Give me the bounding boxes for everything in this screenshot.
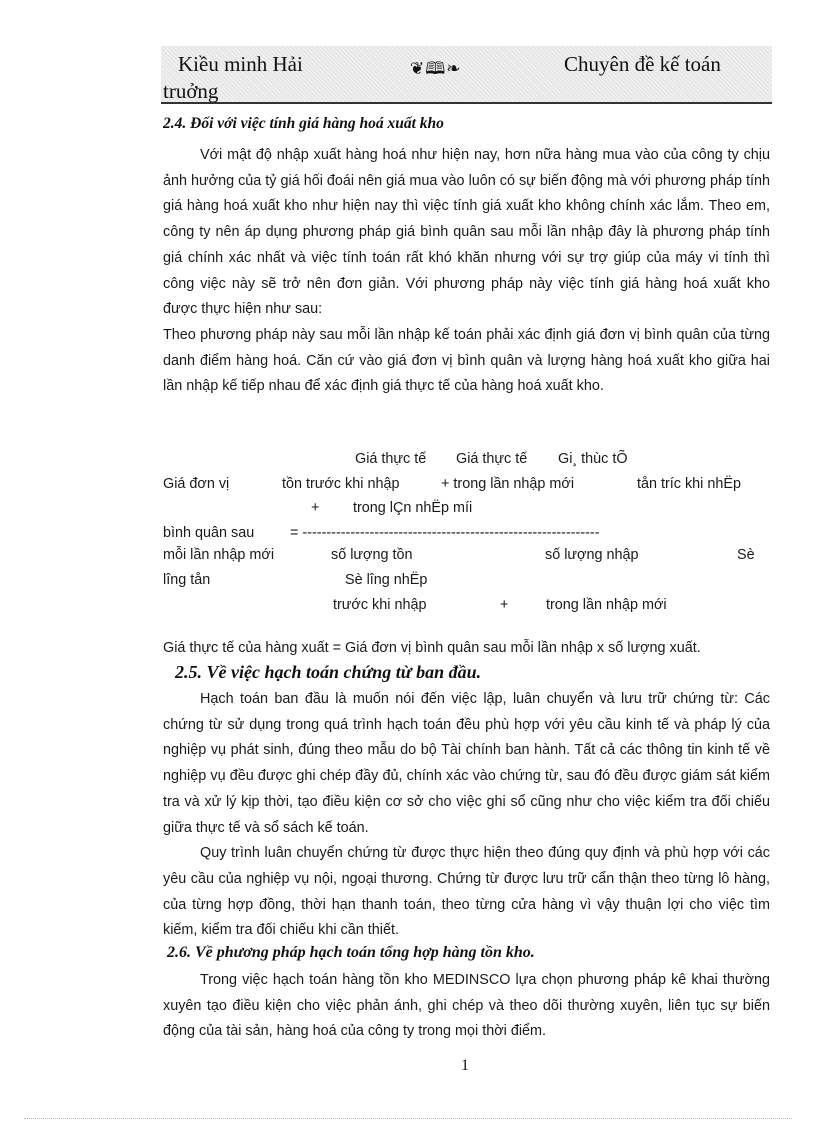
formula-unit-price-label: Giá đơn vị (163, 476, 230, 492)
section-2-4-body (163, 143, 770, 400)
formula-actual-price-label-3: Gi¸ thùc tÕ (558, 451, 628, 467)
section-2-4-heading: 2.4. Đối với việc tính giá hàng hoá xuất kho (163, 115, 444, 132)
formula-opening-stock-label: tồn trước khi nhập (282, 476, 400, 492)
header-rule (161, 102, 772, 104)
page-bottom-divider (24, 1118, 792, 1119)
formula-actual-price-label-2: Giá thực tế (456, 451, 528, 467)
section-2-4-paragraph-2: Theo phương pháp này sau mỗi lần nhập kế toán phải xác định giá đơn vị bình quân của từng danh điểm hàng hoá. Căn cứ vào giá đơn vị bình quân và lượng hàng hoá xuất kho giữa hai lần nhập kế tiếp nhau để xác định giá thực tế của hàng hoá xuất kho. (163, 326, 770, 395)
formula-plus-sign-1: + (311, 500, 320, 516)
formula-quantity-label-alt: Sè (737, 547, 755, 563)
formula-opening-stock-label-alt: tån tríc khi nhËp (637, 476, 741, 492)
page-number: 1 (461, 1057, 469, 1074)
section-2-5-heading: 2.5. Về việc hạch toán chứng từ ban đầu. (175, 662, 482, 682)
formula-fraction-bar: = -------------------------------------------------------------- (290, 525, 600, 541)
section-2-4-paragraph-1: Với mật độ nhập xuất hàng hoá như hiện nay, hơn nữa hàng mua vào của công ty chịu ảnh hưởng của tỷ giá hối đoái nên giá mua vào luôn có sự biến động mà với phương pháp tính giá hàng hoá xuất kho như hiện nay thì việc tính giá xuất kho không chính xác lắm. Theo em, công ty nên áp dụng phương pháp giá bình quân sau mỗi lần nhập đây là phương pháp tính giá chính xác nhất và việc tính toán rất khó khăn nhưng với sự trợ giúp của máy vi tính thì công việc này sẽ trở nên đơn giản. Với phương pháp này việc tính giá hàng hoá xuất kho được thực hiện như sau: (163, 147, 770, 318)
formula-before-import-label: trước khi nhập (333, 597, 427, 613)
formula-in-new-import-label: trong lần nhập mới (546, 597, 667, 613)
formula-plus-sign-2: + (500, 597, 509, 613)
section-2-6-paragraph-1: Trong việc hạch toán hàng tồn kho MEDINSCO lựa chọn phương pháp kê khai thường xuyên tạo điều kiện cho việc phản ánh, ghi chép và theo dõi thường xuyên, liên tục sự biến động của tài sản, hàng hoá của công ty trong mọi thời điểm. (163, 972, 770, 1040)
section-2-5-paragraph-2: Quy trình luân chuyển chứng từ được thực hiện theo đúng quy định và phù hợp với các yêu cầu của nghiệp vụ nội, ngoại thương. Chứng từ được lưu trữ cẩn thận theo từng lô hàng, của từng hợp đồng, thời hạn thanh toán, theo từng cửa hàng vì vậy thuận lợi cho việc tìm kiếm, kiểm tra đối chiếu khi cần thiết. (163, 845, 770, 939)
section-2-5-body (163, 687, 770, 944)
formula-result-line: Giá thực tế của hàng xuất = Giá đơn vị bình quân sau mỗi lần nhập x số lượng xuất. (163, 640, 701, 656)
formula-stock-quantity-label-alt: lîng tån (163, 572, 211, 588)
header-author: Kiều minh Hải (178, 52, 303, 76)
section-2-6-body (163, 968, 770, 1045)
formula-stock-quantity-label: số lượng tồn (331, 547, 413, 563)
formula-actual-price-label-1: Giá thực tế (355, 451, 427, 467)
formula-new-import-label-alt: trong lÇn nhËp míi (353, 500, 473, 516)
formula-import-quantity-label-alt: Sè lîng nhËp (345, 572, 428, 588)
section-2-6-heading: 2.6. Về phương pháp hạch toán tổng hợp hàng tồn kho. (167, 944, 535, 961)
formula-import-quantity-label: số lượng nhập (545, 547, 639, 563)
book-ornament-icon: ❦🕮❧ (410, 59, 462, 78)
formula-average-label: bình quân sau (163, 525, 255, 541)
header-topic: Chuyên đề kế toán (564, 52, 721, 76)
formula-each-import-label: mỗi lần nhập mới (163, 547, 275, 563)
section-2-5-paragraph-1: Hạch toán ban đầu là muốn nói đến việc lập, luân chuyển và lưu trữ chứng từ: Các chứng từ sử dụng trong quá trình hạch toán đều phù hợp với yêu cầu kinh tế và pháp lý của nghiệp vụ phát sinh, đúng theo mẫu do bộ Tài chính ban hành. Tất cả các thông tin kinh tế về nghiệp vụ đều được ghi chép đầy đủ, chính xác vào chứng từ, sau đó đều được giám sát kiểm tra và xử lý kịp thời, tạo điều kiện cơ sở cho việc ghi sổ cũng như cho việc kiểm tra đối chiếu giữa thực tế và sổ sách kế toán. (163, 691, 770, 836)
header-author-continued: truởng (163, 79, 219, 103)
formula-new-import-label: + trong lần nhập mới (441, 476, 575, 492)
